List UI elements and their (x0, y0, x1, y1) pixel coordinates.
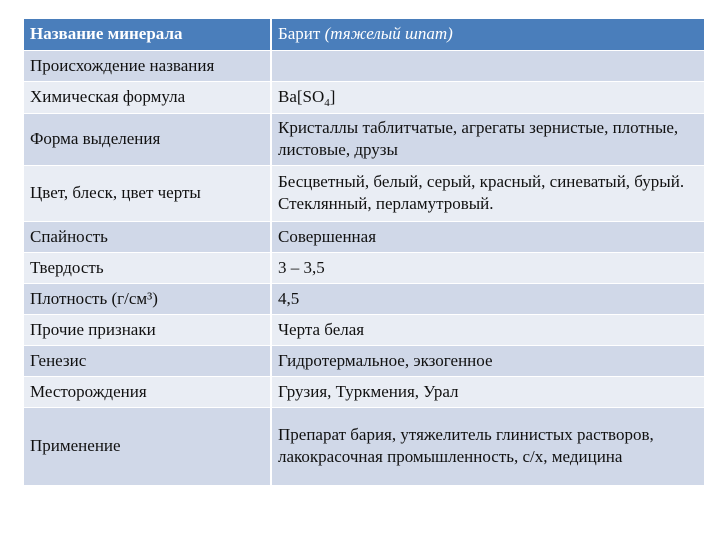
row-value: Препарат бария, утяжелитель глинистых растворов, лакокрасочная промышленность, с/х, медицина (271, 407, 704, 485)
formula-main: Ba[SO (278, 87, 325, 106)
table-row (24, 81, 704, 113)
row-value: Совершенная (271, 221, 704, 252)
header-label: Название минерала (24, 19, 271, 50)
table-row (24, 221, 704, 252)
table-row (24, 283, 704, 314)
table-row (24, 345, 704, 376)
row-label: Цвет, блеск, цвет черты (24, 165, 271, 221)
row-label: Форма выделения (24, 113, 271, 165)
header-value (271, 19, 704, 50)
table-row (24, 252, 704, 283)
row-label: Месторождения (24, 376, 271, 407)
mineral-table (24, 19, 704, 486)
row-value (271, 81, 704, 113)
row-label: Спайность (24, 221, 271, 252)
table-row (24, 113, 704, 165)
row-value: Гидротермальное, экзогенное (271, 345, 704, 376)
row-value: Грузия, Туркмения, Урал (271, 376, 704, 407)
row-label: Твердость (24, 252, 271, 283)
table-row (24, 376, 704, 407)
table-row (24, 50, 704, 81)
mineral-alt-name: (тяжелый шпат) (324, 24, 453, 44)
row-label: Химическая формула (24, 81, 271, 113)
row-label: Генезис (24, 345, 271, 376)
row-label: Применение (24, 407, 271, 485)
table-row (24, 314, 704, 345)
row-value: 4,5 (271, 283, 704, 314)
row-label: Происхождение названия (24, 50, 271, 81)
table-header-row (24, 19, 704, 50)
formula-end: ] (329, 87, 336, 106)
table-row (24, 407, 704, 485)
row-label: Прочие признаки (24, 314, 271, 345)
row-label: Плотность (г/см³) (24, 283, 271, 314)
mineral-name: Барит (278, 24, 321, 44)
row-value: Черта белая (271, 314, 704, 345)
table-row (24, 165, 704, 221)
row-value: Кристаллы таблитчатые, агрегаты зернистые, плотные, листовые, друзы (271, 113, 704, 165)
row-value (271, 50, 704, 81)
row-value: Бесцветный, белый, серый, красный, синеватый, бурый. Стеклянный, перламутровый. (271, 165, 704, 221)
row-value: 3 – 3,5 (271, 252, 704, 283)
formula-subscript: 4 (324, 97, 330, 109)
